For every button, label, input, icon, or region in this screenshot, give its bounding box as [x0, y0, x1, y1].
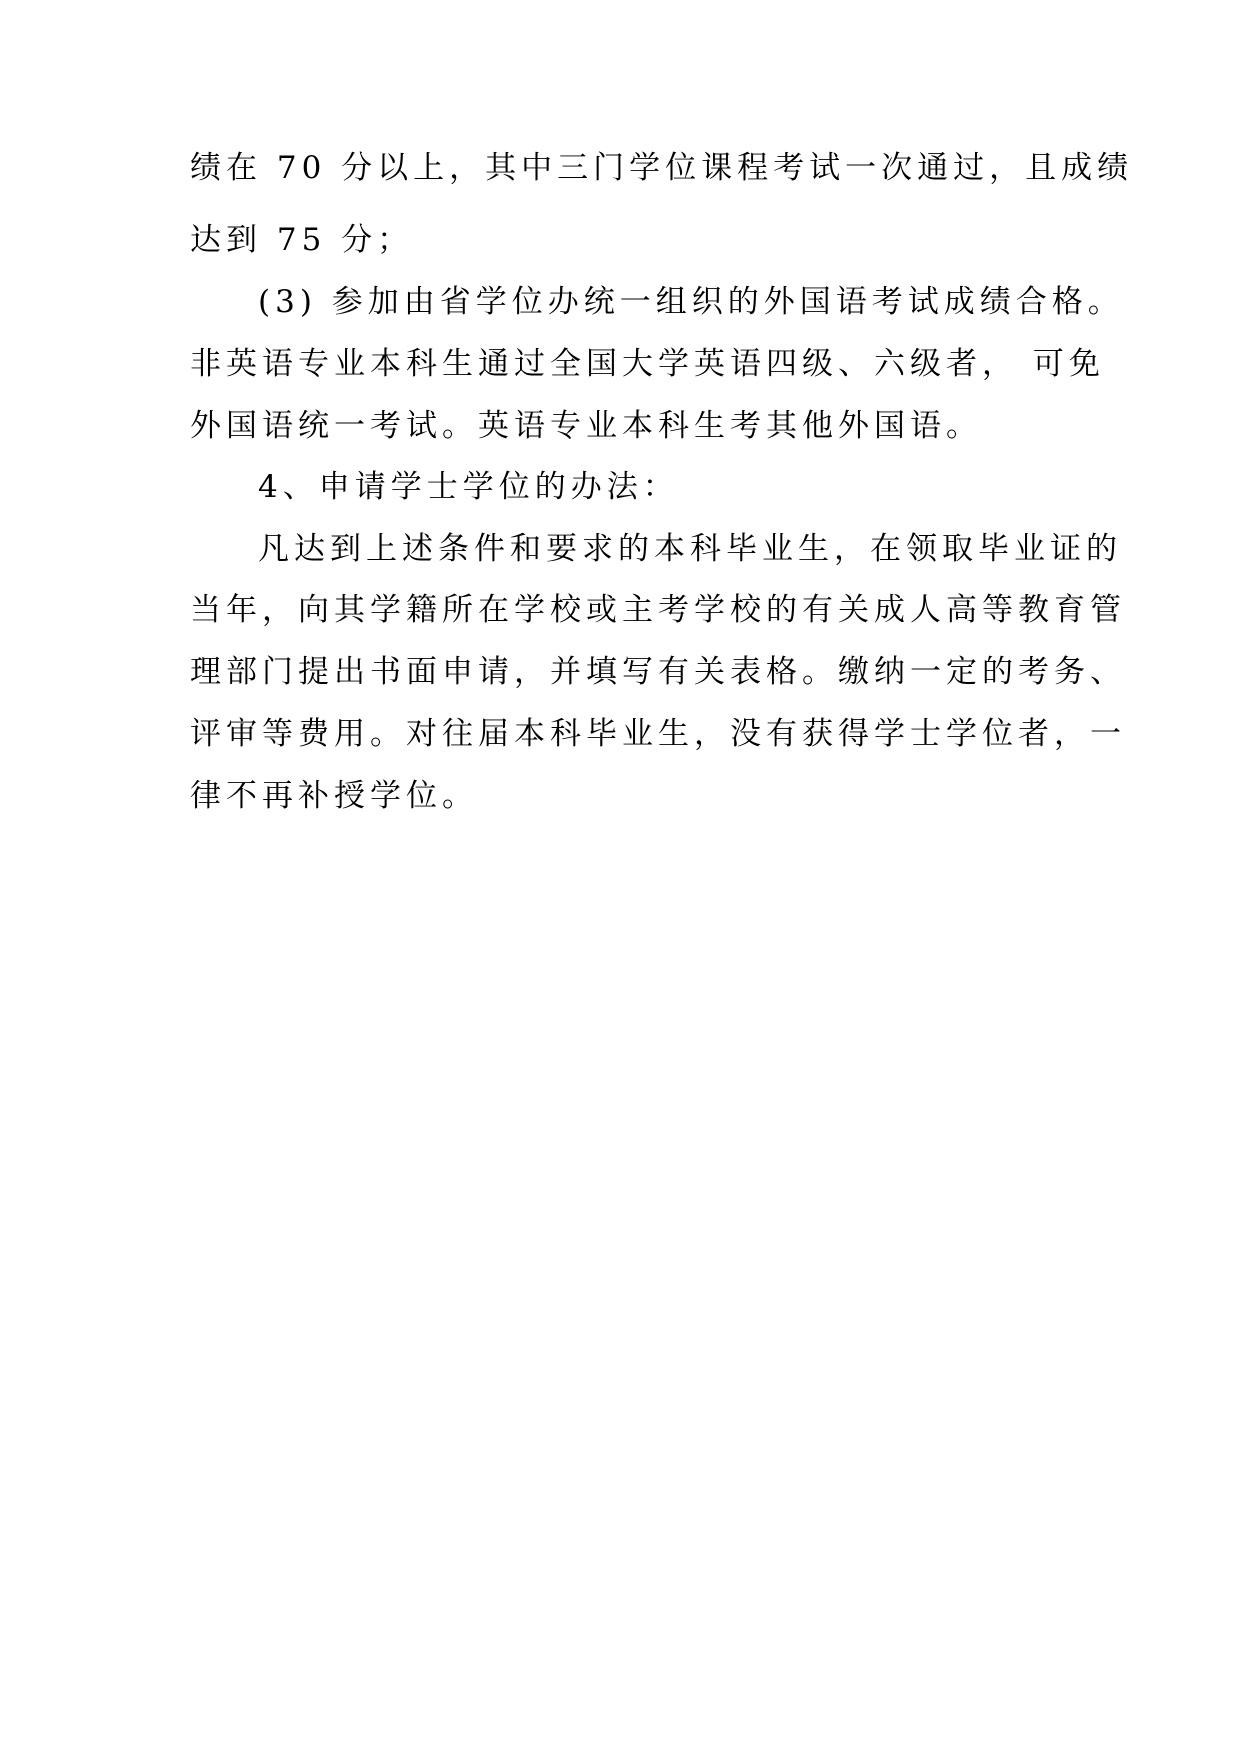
- text-line-5: 外国语统一考试。英语专业本科生考其他外国语。: [190, 408, 982, 444]
- text-line-1: 绩在 70 分以上，其中三门学位课程考试一次通过，且成绩: [190, 150, 1134, 186]
- section-heading: 4、申请学士学位的办法：: [258, 469, 679, 505]
- text-line-2: 达到 75 分；: [190, 222, 414, 258]
- text-line-7: 凡达到上述条件和要求的本科毕业生，在领取毕业证的: [258, 531, 1122, 567]
- text-line-8: 当年，向其学籍所在学校或主考学校的有关成人高等教育管: [190, 592, 1126, 628]
- text-line-10: 评审等费用。对往届本科毕业生，没有获得学士学位者，一: [190, 716, 1126, 752]
- text-line-4: 非英语专业本科生通过全国大学英语四级、六级者， 可免: [190, 346, 1105, 382]
- text-line-9: 理部门提出书面申请，并填写有关表格。缴纳一定的考务、: [190, 654, 1126, 690]
- text-line-3: (3) 参加由省学位办统一组织的外国语考试成绩合格。: [258, 284, 1124, 320]
- text-line-11: 律不再补授学位。: [190, 778, 478, 814]
